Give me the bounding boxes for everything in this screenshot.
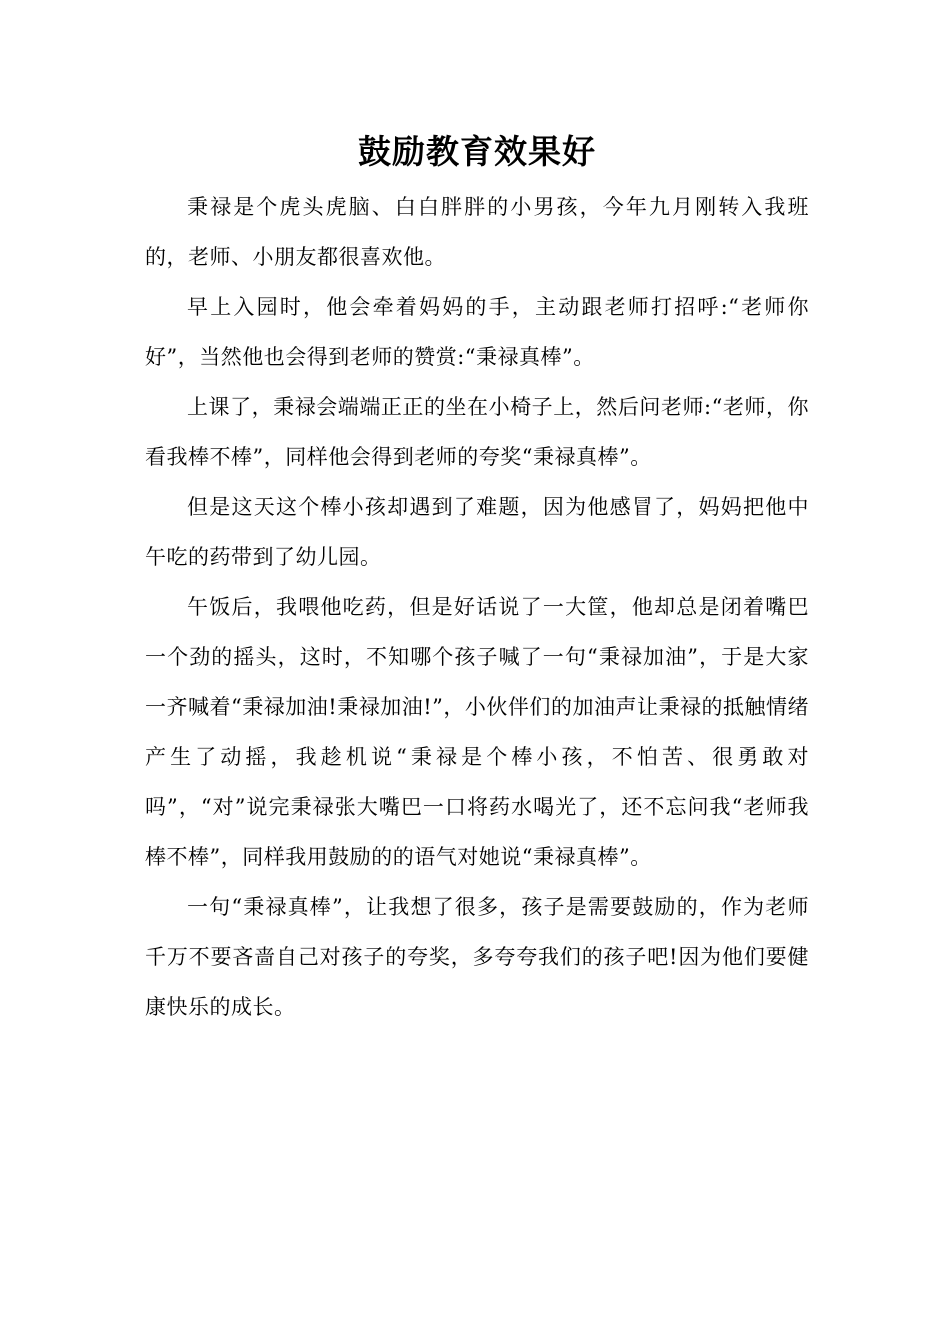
document-body <box>145 128 809 1032</box>
paragraph-2: 早上入园时，他会牵着妈妈的手，主动跟老师打招呼:“老师你好”，当然他也会得到老师的赞赏:“秉禄真棒”。 <box>145 295 809 369</box>
document-title: 鼓励教育效果好 <box>358 132 596 171</box>
paragraph-4: 但是这天这个棒小孩却遇到了难题，因为他感冒了，妈妈把他中午吃的药带到了幼儿园。 <box>145 495 809 569</box>
paragraph-3: 上课了，秉禄会端端正正的坐在小椅子上，然后问老师:“老师，你看我棒不棒”，同样他会得到老师的夸奖“秉禄真棒”。 <box>145 395 809 469</box>
paragraph-1: 秉禄是个虎头虎脑、白白胖胖的小男孩，今年九月刚转入我班的，老师、小朋友都很喜欢他。 <box>145 195 809 269</box>
paragraph-6: 一句“秉禄真棒”，让我想了很多，孩子是需要鼓励的，作为老师千万不要吝啬自己对孩子的夸奖，多夸夸我们的孩子吧!因为他们要健康快乐的成长。 <box>145 895 809 1019</box>
paragraph-5: 午饭后，我喂他吃药，但是好话说了一大筐，他却总是闭着嘴巴一个劲的摇头，这时，不知哪个孩子喊了一句“秉禄加油”，于是大家一齐喊着“秉禄加油!秉禄加油!”，小伙伴们的加油声让秉禄的抵触情绪产生了动摇，我趁机说“秉禄是个棒小孩，不怕苦、很勇敢对吗”，“对”说完秉禄张大嘴巴一口将药水喝光了，还不忘问我“老师我棒不棒”，同样我用鼓励的的语气对她说“秉禄真棒”。 <box>145 595 809 869</box>
